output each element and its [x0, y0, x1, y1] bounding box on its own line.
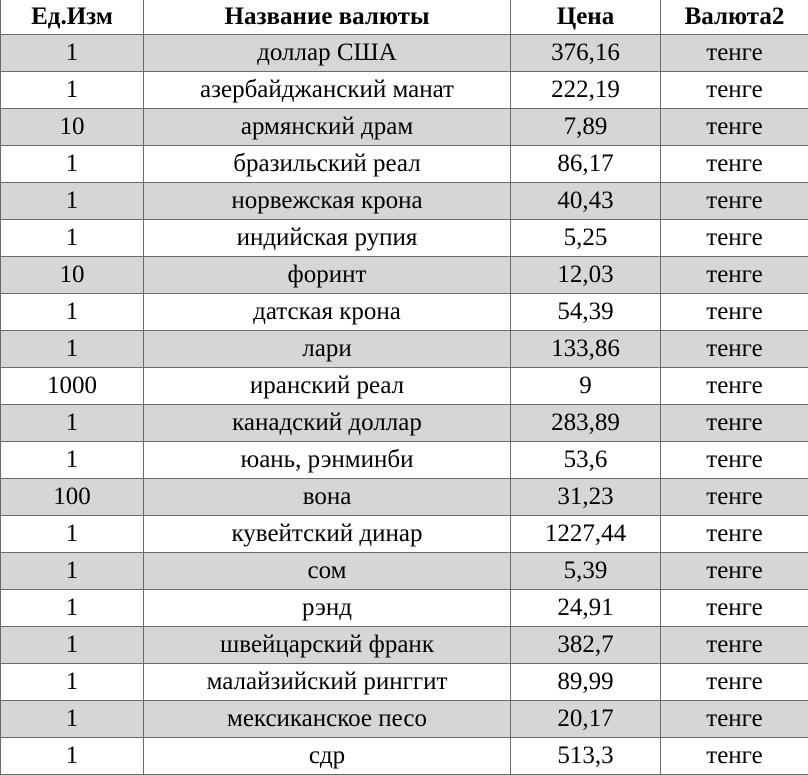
cell-price: 283,89: [511, 404, 661, 441]
cell-currency-name: норвежская крона: [144, 182, 511, 219]
cell-unit: 1000: [1, 367, 144, 404]
cell-currency2: тенге: [661, 441, 808, 478]
cell-currency2: тенге: [661, 552, 808, 589]
cell-currency2: тенге: [661, 182, 808, 219]
cell-price: 222,19: [511, 71, 661, 108]
cell-currency2: тенге: [661, 34, 808, 71]
cell-price: 133,86: [511, 330, 661, 367]
table-row: [1, 737, 808, 774]
table-row: [1, 589, 808, 626]
cell-currency-name: датская крона: [144, 293, 511, 330]
cell-price: 5,25: [511, 219, 661, 256]
table-row: [1, 441, 808, 478]
cell-unit: 1: [1, 219, 144, 256]
cell-currency2: тенге: [661, 737, 808, 774]
cell-currency2: тенге: [661, 515, 808, 552]
cell-price: 20,17: [511, 700, 661, 737]
cell-currency-name: юань, рэнминби: [144, 441, 511, 478]
cell-unit: 1: [1, 145, 144, 182]
cell-price: 53,6: [511, 441, 661, 478]
cell-currency-name: индийская рупия: [144, 219, 511, 256]
cell-price: 89,99: [511, 663, 661, 700]
cell-currency2: тенге: [661, 663, 808, 700]
cell-price: 12,03: [511, 256, 661, 293]
cell-currency2: тенге: [661, 626, 808, 663]
cell-currency-name: сом: [144, 552, 511, 589]
cell-unit: 1: [1, 626, 144, 663]
cell-unit: 1: [1, 663, 144, 700]
cell-unit: 1: [1, 552, 144, 589]
cell-currency2: тенге: [661, 404, 808, 441]
cell-price: 1227,44: [511, 515, 661, 552]
table-row: [1, 71, 808, 108]
cell-price: 24,91: [511, 589, 661, 626]
cell-currency-name: швейцарский франк: [144, 626, 511, 663]
cell-price: 382,7: [511, 626, 661, 663]
cell-currency-name: малайзийский ринггит: [144, 663, 511, 700]
cell-currency2: тенге: [661, 330, 808, 367]
cell-currency-name: иранский реал: [144, 367, 511, 404]
cell-currency2: тенге: [661, 700, 808, 737]
cell-unit: 10: [1, 256, 144, 293]
cell-currency-name: мексиканское песо: [144, 700, 511, 737]
header-unit: Ед.Изм: [1, 0, 144, 34]
cell-price: 513,3: [511, 737, 661, 774]
table-row: [1, 626, 808, 663]
cell-currency-name: сдр: [144, 737, 511, 774]
table-row: [1, 700, 808, 737]
table-row: [1, 404, 808, 441]
cell-currency2: тенге: [661, 367, 808, 404]
header-price: Цена: [511, 0, 661, 34]
cell-price: 54,39: [511, 293, 661, 330]
cell-unit: 1: [1, 182, 144, 219]
cell-price: 5,39: [511, 552, 661, 589]
table-row: [1, 145, 808, 182]
table-row: [1, 34, 808, 71]
cell-currency-name: бразильский реал: [144, 145, 511, 182]
cell-currency2: тенге: [661, 589, 808, 626]
table-row: [1, 330, 808, 367]
cell-unit: 1: [1, 34, 144, 71]
cell-unit: 1: [1, 700, 144, 737]
table-row: [1, 515, 808, 552]
cell-unit: 1: [1, 737, 144, 774]
cell-price: 9: [511, 367, 661, 404]
cell-currency2: тенге: [661, 478, 808, 515]
cell-currency-name: рэнд: [144, 589, 511, 626]
cell-currency-name: кувейтский динар: [144, 515, 511, 552]
cell-unit: 100: [1, 478, 144, 515]
cell-currency-name: канадский доллар: [144, 404, 511, 441]
table-row: [1, 663, 808, 700]
cell-currency-name: лари: [144, 330, 511, 367]
cell-unit: 10: [1, 108, 144, 145]
cell-price: 376,16: [511, 34, 661, 71]
cell-currency2: тенге: [661, 145, 808, 182]
table-row: [1, 478, 808, 515]
cell-unit: 1: [1, 71, 144, 108]
table-row: [1, 219, 808, 256]
cell-currency2: тенге: [661, 71, 808, 108]
cell-currency-name: доллар США: [144, 34, 511, 71]
cell-unit: 1: [1, 589, 144, 626]
cell-price: 86,17: [511, 145, 661, 182]
cell-unit: 1: [1, 330, 144, 367]
cell-currency2: тенге: [661, 108, 808, 145]
cell-unit: 1: [1, 441, 144, 478]
table-body: [1, 34, 808, 774]
table-row: [1, 293, 808, 330]
cell-price: 40,43: [511, 182, 661, 219]
cell-unit: 1: [1, 515, 144, 552]
cell-currency2: тенге: [661, 293, 808, 330]
header-row: [1, 0, 808, 34]
cell-currency-name: армянский драм: [144, 108, 511, 145]
cell-price: 7,89: [511, 108, 661, 145]
table-row: [1, 256, 808, 293]
cell-unit: 1: [1, 404, 144, 441]
header-currency2: Валюта2: [661, 0, 808, 34]
cell-currency-name: азербайджанский манат: [144, 71, 511, 108]
cell-currency-name: форинт: [144, 256, 511, 293]
table-row: [1, 367, 808, 404]
cell-currency2: тенге: [661, 219, 808, 256]
cell-unit: 1: [1, 293, 144, 330]
table-row: [1, 108, 808, 145]
table-row: [1, 552, 808, 589]
cell-currency-name: вона: [144, 478, 511, 515]
table-row: [1, 182, 808, 219]
header-currency-name: Название валюты: [144, 0, 511, 34]
cell-price: 31,23: [511, 478, 661, 515]
cell-currency2: тенге: [661, 256, 808, 293]
